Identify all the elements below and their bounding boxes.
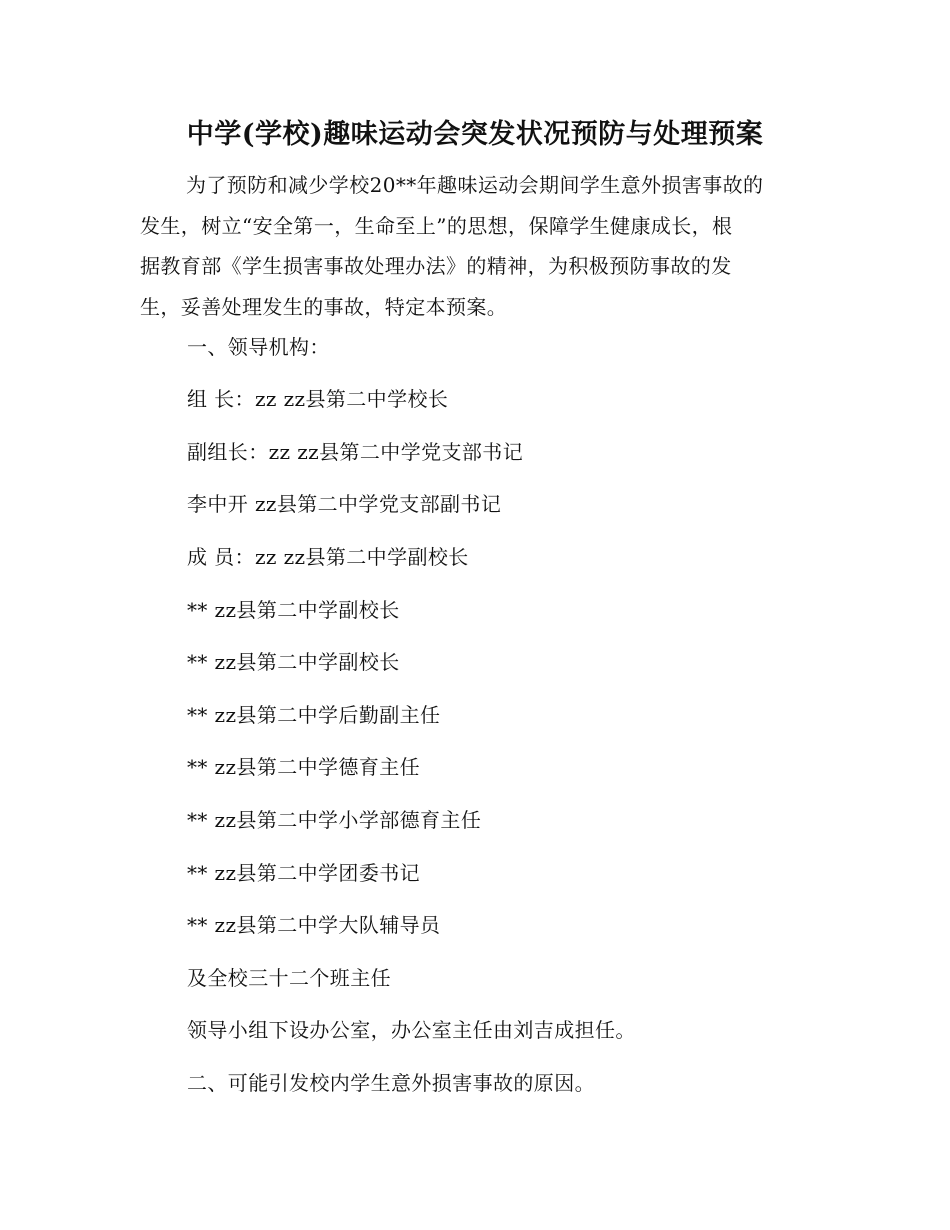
leader-line: 组 长：zz zz县第二中学校长 (187, 387, 449, 411)
deputy-leader-line: 李中开 zz县第二中学党支部副书记 (187, 492, 502, 516)
member-line: 成 员：zz zz县第二中学副校长 (187, 545, 469, 569)
intro-paragraph (140, 165, 810, 327)
intro-line: 发生，树立“安全第一，生命至上”的思想，保障学生健康成长，根 (140, 213, 733, 238)
member-line: ** zz县第二中学大队辅导员 (187, 913, 441, 937)
office-note-line: 领导小组下设办公室，办公室主任由刘吉成担任。 (187, 1018, 636, 1042)
member-line: ** zz县第二中学副校长 (187, 598, 400, 622)
deputy-leader-line: 副组长：zz zz县第二中学党支部书记 (187, 440, 524, 464)
member-line: ** zz县第二中学副校长 (187, 650, 400, 674)
member-line: ** zz县第二中学团委书记 (187, 861, 421, 885)
member-line: ** zz县第二中学后勤副主任 (187, 703, 441, 727)
intro-line: 生，妥善处理发生的事故，特定本预案。 (140, 294, 508, 319)
intro-line: 据教育部《学生损害事故处理办法》的精神，为积极预防事故的发 (140, 254, 732, 279)
section-heading-causes: 二、可能引发校内学生意外损害事故的原因。 (187, 1071, 595, 1095)
member-line: 及全校三十二个班主任 (187, 966, 391, 990)
document-title: 中学(学校)趣味运动会突发状况预防与处理预案 (186, 119, 764, 150)
member-line: ** zz县第二中学德育主任 (187, 755, 421, 779)
section-heading-leadership: 一、领导机构： (187, 335, 330, 359)
intro-line: 为了预防和减少学校20**年趣味运动会期间学生意外损害事故的 (186, 173, 764, 197)
member-line: ** zz县第二中学小学部德育主任 (187, 808, 482, 832)
